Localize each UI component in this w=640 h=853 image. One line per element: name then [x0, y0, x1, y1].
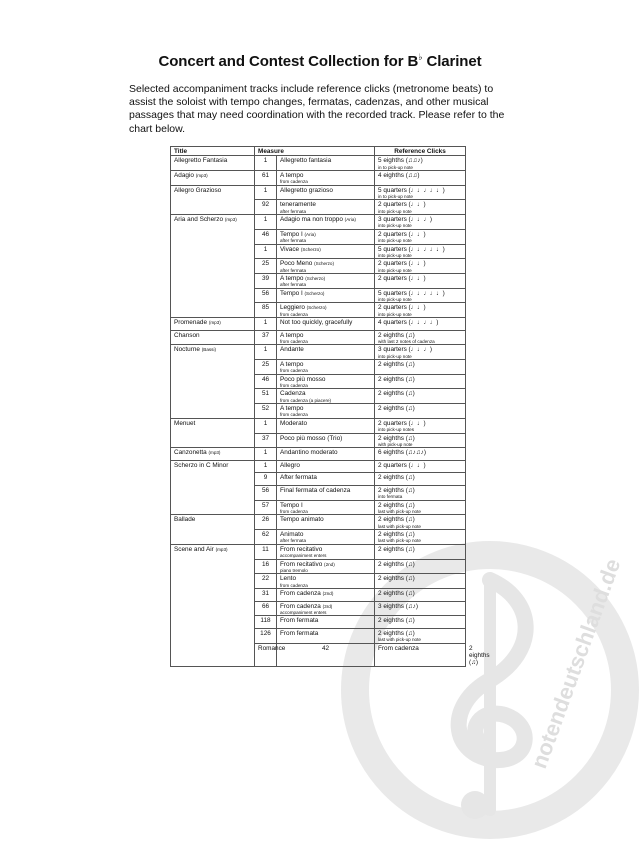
piece-title: Nocturne — [174, 346, 200, 354]
passage-cell — [277, 288, 375, 303]
passage-note: from cadenza — [280, 383, 308, 389]
reference-clicks: 2 quarters (♩♩) — [378, 201, 426, 209]
reference-clicks: 2 eighths (♫) — [378, 560, 415, 568]
piece-title-cell — [255, 643, 286, 667]
measure-cell: 37 — [255, 433, 277, 448]
passage-tag: (Aria) — [304, 231, 316, 237]
passage-note: from cadenza — [280, 582, 308, 588]
reference-note: with last 2 notes of cadenza — [378, 338, 435, 344]
reference-clicks: 2 eighths (♫) — [378, 331, 415, 339]
reference-clicks-cell — [375, 389, 466, 404]
measure-cell: 62 — [255, 530, 277, 545]
passage-label: Tempo animato — [280, 516, 324, 524]
reference-clicks: 4 eighths (♫♫) — [378, 172, 420, 179]
passage-cell — [277, 515, 375, 530]
passage-note: from cadenza (a piacere) — [280, 397, 332, 403]
measure-cell: 26 — [255, 515, 277, 530]
table-row — [171, 215, 466, 230]
reference-clicks-cell — [375, 601, 466, 616]
reference-clicks-cell — [375, 500, 466, 515]
piece-title: Romance — [258, 644, 286, 652]
piece-title-cell — [171, 215, 255, 318]
measure-cell: 85 — [255, 303, 277, 318]
passage-label: Tempo I — [280, 230, 303, 238]
table-row — [171, 330, 466, 345]
reference-clicks: 2 eighths (♫) — [378, 589, 415, 597]
measure-cell: 25 — [255, 360, 277, 375]
reference-note: into pick-up note — [378, 238, 412, 244]
measure-cell: 16 — [255, 559, 277, 574]
reference-clicks: 3 quarters (♩♩♩) — [378, 216, 432, 224]
measure-cell: 56 — [255, 486, 277, 501]
table-row — [171, 544, 466, 559]
reference-clicks: 2 eighths (♫) — [378, 434, 415, 442]
measure-cell: 46 — [255, 374, 277, 389]
measure-cell: 56 — [255, 288, 277, 303]
measure-cell: 39 — [255, 273, 277, 288]
measure-cell: 42 — [277, 643, 375, 667]
reference-note: with pick-up note — [378, 441, 413, 447]
passage-tag: (Scherzo) — [300, 246, 321, 252]
intro-paragraph: Selected accompaniment tracks include reference clicks (metronome beats) to assist the soloist with tempo changes, fermatas, cadenzas, and other musical passages that may need coordination with the recorded track. Please refer to the chart below. — [129, 83, 505, 135]
page-title-text: Concert and Contest Collection for B — [158, 53, 419, 70]
passage-cell — [277, 574, 375, 589]
passage-note: after fermata — [280, 267, 307, 273]
passage-label: Andantino moderato — [280, 449, 338, 457]
passage-label: From recitativo — [280, 560, 323, 568]
measure-cell: 118 — [255, 616, 277, 629]
reference-note: into fermata — [378, 494, 403, 500]
header-measure: Measure — [255, 147, 375, 156]
passage-label: A tempo — [280, 331, 304, 339]
piece-title: Aria and Scherzo — [174, 216, 224, 224]
table-row — [171, 318, 466, 331]
reference-note: in to pick-up note — [378, 164, 413, 170]
reference-clicks-cell — [375, 404, 466, 419]
reference-clicks-cell — [375, 628, 466, 643]
passage-cell — [277, 530, 375, 545]
passage-label: Tempo I — [280, 501, 303, 509]
piece-title-cell — [171, 318, 255, 331]
reference-clicks: 6 eighths (♫♪♫♪) — [378, 449, 426, 457]
passage-label: From cadenza — [378, 644, 419, 652]
passage-tag: (Scherzo) — [306, 305, 327, 311]
piece-tag: (mp3) — [195, 173, 208, 178]
passage-cell — [277, 389, 375, 404]
passage-cell — [277, 156, 375, 171]
piece-tag: (mp3) — [224, 217, 237, 223]
measure-cell: 52 — [255, 404, 277, 419]
passage-cell — [277, 171, 375, 186]
header-reference-clicks: Reference Clicks — [375, 147, 466, 156]
passage-label: Tempo I — [280, 289, 303, 297]
passage-cell — [277, 259, 375, 274]
piece-title: Promenade — [174, 319, 208, 327]
measure-cell: 1 — [255, 460, 277, 473]
passage-label: From cadenza — [280, 589, 321, 597]
measure-cell: 1 — [255, 156, 277, 171]
reference-clicks-cell — [375, 616, 466, 629]
reference-clicks: 2 eighths (♫) — [378, 531, 415, 539]
reference-clicks-cell — [375, 544, 466, 559]
passage-label: From recitativo — [280, 545, 323, 553]
passage-note: from cadenza — [280, 412, 308, 418]
passage-cell — [277, 616, 375, 629]
reference-clicks-cell — [375, 330, 466, 345]
passage-note: from cadenza — [280, 338, 308, 344]
reference-clicks-cell — [375, 374, 466, 389]
passage-tag: (2nd) — [322, 590, 334, 596]
passage-label: A tempo — [280, 361, 304, 369]
passage-label: Poco Meno — [280, 260, 313, 268]
passage-label: From fermata — [280, 617, 319, 625]
passage-cell — [277, 500, 375, 515]
reference-clicks-cell — [375, 418, 466, 433]
reference-clicks-cell — [375, 273, 466, 288]
measure-cell: 1 — [255, 215, 277, 230]
passage-note: after fermata — [280, 282, 307, 288]
reference-clicks-cell — [375, 171, 466, 186]
reference-clicks: 2 quarters (♩♩) — [378, 419, 426, 427]
reference-clicks-cell — [375, 574, 466, 589]
reference-clicks: 2 quarters (♩♩) — [378, 461, 426, 469]
reference-clicks-cell — [375, 185, 466, 200]
passage-note: piano tremolo — [280, 567, 308, 573]
passage-cell — [277, 244, 375, 259]
passage-cell — [277, 448, 375, 461]
passage-cell — [277, 330, 375, 345]
watermark-text: notendeutschland.de — [526, 555, 626, 772]
measure-cell: 92 — [255, 200, 277, 215]
passage-cell — [277, 215, 375, 230]
measure-cell: 57 — [255, 500, 277, 515]
piece-title-cell — [171, 460, 255, 515]
measure-cell: 1 — [255, 244, 277, 259]
passage-label: A tempo — [280, 172, 304, 179]
reference-clicks: 2 eighths (♫) — [378, 501, 415, 509]
reference-note: into pick-up note — [378, 267, 412, 273]
reference-note: into pick-up notes — [378, 427, 415, 433]
reference-note: into pick-up note — [378, 252, 412, 258]
piece-title-cell — [171, 448, 255, 461]
piece-title-cell — [171, 345, 255, 419]
reference-clicks: 2 eighths (♫) — [378, 487, 415, 495]
passage-label: From cadenza — [280, 602, 321, 610]
passage-note: after fermata — [280, 208, 307, 214]
passage-note: from cadenza — [280, 368, 308, 374]
passage-note: from cadenza — [280, 509, 308, 515]
passage-label: A tempo — [280, 405, 304, 413]
piece-title: Chanson — [174, 331, 200, 339]
reference-clicks: 2 eighths (♫) — [378, 545, 415, 553]
measure-cell: 11 — [255, 544, 277, 559]
passage-label: Allegretto grazioso — [280, 186, 333, 194]
passage-label: Poco più mosso (Trio) — [280, 434, 343, 442]
passage-cell — [277, 433, 375, 448]
piece-title: Allegretto Fantasia — [174, 157, 228, 165]
reference-clicks: 2 eighths (♫) — [378, 629, 415, 637]
reference-clicks-cell — [375, 318, 466, 331]
passage-tag: (Aria) — [344, 217, 356, 223]
page-title — [0, 52, 640, 70]
passage-cell — [277, 303, 375, 318]
reference-clicks: 2 eighths (♫) — [378, 575, 415, 583]
piece-title: Adagio — [174, 172, 194, 179]
reference-clicks-cell — [375, 515, 466, 530]
passage-note: accompaniment enters — [280, 609, 327, 615]
reference-clicks: 5 quarters (♩♩♩♩♩) — [378, 289, 445, 297]
passage-note: from cadenza — [280, 311, 308, 317]
reference-clicks: 2 eighths (♫) — [378, 390, 415, 398]
measure-cell: 61 — [255, 171, 277, 186]
measure-cell: 22 — [255, 574, 277, 589]
reference-clicks-cell — [375, 433, 466, 448]
table-row — [171, 448, 466, 461]
measure-cell: 25 — [255, 259, 277, 274]
passage-label: Not too quickly, gracefully — [280, 319, 353, 327]
reference-clicks-table — [170, 146, 490, 667]
passage-cell — [277, 588, 375, 601]
piece-title: Ballade — [174, 516, 196, 524]
table-row — [171, 345, 466, 360]
reference-clicks-cell — [375, 486, 466, 501]
passage-cell — [277, 374, 375, 389]
piece-title: Allegro Grazioso — [174, 186, 222, 194]
table-body — [171, 156, 490, 667]
passage-label: After fermata — [280, 474, 317, 482]
passage-label: Allegretto fantasia — [280, 157, 332, 165]
passage-cell — [375, 643, 466, 667]
passage-label: Moderato — [280, 419, 307, 427]
passage-tag: (Scherzo) — [305, 275, 326, 281]
piece-title-cell — [171, 515, 255, 544]
reference-clicks-cell — [375, 156, 466, 171]
reference-clicks: 2 eighths (♫) — [378, 516, 415, 524]
reference-clicks-cell — [375, 460, 466, 473]
reference-clicks: 2 eighths (♫) — [378, 375, 415, 383]
passage-cell — [277, 318, 375, 331]
passage-label: Poco più mosso — [280, 375, 326, 383]
piece-tag: (mp3) — [215, 546, 228, 552]
table-row — [171, 185, 466, 200]
passage-label: Vivace — [280, 245, 300, 253]
reference-clicks-cell — [375, 259, 466, 274]
reference-clicks-cell — [375, 530, 466, 545]
table-row — [171, 515, 466, 530]
page-title-instrument: Clarinet — [422, 53, 482, 70]
passage-cell — [277, 544, 375, 559]
piece-title-cell — [171, 418, 255, 447]
table-row — [171, 418, 466, 433]
passage-label: Lento — [280, 575, 296, 583]
reference-clicks: 4 quarters (♩♩♩♩) — [378, 319, 439, 327]
reference-note: in to pick-up note — [378, 194, 413, 199]
table-row — [171, 460, 466, 473]
measure-cell: 1 — [255, 418, 277, 433]
piece-title: Menuet — [174, 419, 196, 427]
table-row — [171, 171, 466, 186]
measure-cell: 1 — [255, 345, 277, 360]
passage-cell — [277, 404, 375, 419]
reference-clicks: 2 quarters (♩♩) — [378, 230, 426, 238]
reference-clicks: 2 eighths (♫) — [378, 361, 415, 369]
piece-tag: (mp3) — [208, 450, 221, 456]
passage-tag: (Scherzo) — [314, 261, 335, 267]
reference-note: into pick-up note — [378, 311, 412, 317]
piece-tag: (mp3) — [208, 320, 221, 326]
passage-cell — [277, 229, 375, 244]
passage-cell — [277, 185, 375, 200]
reference-clicks-cell — [375, 303, 466, 318]
reference-clicks-cell — [375, 360, 466, 375]
passage-label: Final fermata of cadenza — [280, 487, 351, 495]
reference-clicks: 2 eighths (♫) — [469, 644, 490, 667]
passage-tag: (3rd) — [322, 603, 333, 609]
passage-label: Allegro — [280, 461, 300, 469]
measure-cell: 46 — [255, 229, 277, 244]
reference-clicks-cell — [375, 215, 466, 230]
reference-clicks-cell — [375, 244, 466, 259]
reference-clicks: 2 eighths (♫) — [378, 405, 415, 413]
passage-tag: (2nd) — [324, 561, 335, 567]
reference-clicks-cell — [375, 288, 466, 303]
reference-clicks: 3 quarters (♩♩♩) — [378, 346, 432, 354]
passage-cell — [277, 601, 375, 616]
passage-cell — [277, 628, 375, 643]
piece-title: Scherzo in C Minor — [174, 461, 229, 469]
flat-symbol: ♭ — [418, 52, 423, 62]
passage-cell — [277, 473, 375, 486]
piece-title-cell — [171, 171, 255, 186]
reference-clicks-cell — [375, 559, 466, 574]
passage-label: Cadenza — [280, 390, 306, 398]
reference-clicks-cell — [375, 229, 466, 244]
reference-clicks: 2 quarters (♩♩) — [378, 274, 426, 282]
piece-title: Scene and Air — [174, 545, 214, 553]
passage-cell — [277, 360, 375, 375]
reference-clicks: 5 eighths (♫♫♪) — [378, 157, 423, 165]
measure-cell: 9 — [255, 473, 277, 486]
reference-note: last with pick-up note — [378, 523, 421, 529]
reference-note: into pick-up note — [378, 353, 412, 359]
reference-clicks-cell — [375, 588, 466, 601]
reference-clicks: 3 eighths (♫♪) — [378, 602, 418, 610]
measure-cell: 1 — [255, 318, 277, 331]
reference-clicks-cell — [375, 448, 466, 461]
passage-cell — [277, 460, 375, 473]
passage-label: teneramente — [280, 201, 316, 209]
passage-label: Adagio ma non troppo — [280, 216, 343, 224]
measure-cell: 51 — [255, 389, 277, 404]
reference-clicks: 5 quarters (♩♩♩♩♩) — [378, 186, 445, 194]
reference-clicks-cell — [375, 473, 466, 486]
reference-note: into pick-up note — [378, 208, 412, 214]
reference-note: last with pick-up note — [378, 637, 421, 643]
passage-cell — [277, 418, 375, 433]
reference-clicks: 2 quarters (♩♩) — [378, 304, 426, 312]
passage-cell — [277, 273, 375, 288]
measure-cell: 1 — [255, 185, 277, 200]
piece-title-cell — [171, 185, 255, 214]
piece-title-cell — [171, 156, 255, 171]
reference-note: last with pick-up note — [378, 538, 421, 544]
passage-cell — [277, 345, 375, 360]
measure-cell: 1 — [255, 448, 277, 461]
reference-clicks: 5 quarters (♩♩♩♩♩) — [378, 245, 445, 253]
reference-clicks: 2 eighths (♫) — [378, 474, 415, 482]
passage-note: after fermata — [280, 538, 307, 544]
reference-clicks-cell — [375, 200, 466, 215]
table-row — [171, 156, 466, 171]
passage-note: from cadenza — [280, 179, 308, 185]
piece-title-cell — [171, 330, 255, 345]
reference-note: into pick-up note — [378, 296, 412, 302]
passage-note: after fermata — [280, 238, 307, 244]
passage-cell — [277, 559, 375, 574]
passage-cell — [277, 200, 375, 215]
passage-cell — [277, 486, 375, 501]
passage-label: Leggiero — [280, 304, 305, 312]
passage-label: Andante — [280, 346, 304, 354]
reference-clicks: 2 eighths (♫) — [378, 617, 415, 625]
measure-cell: 126 — [255, 628, 277, 643]
header-title: Title — [171, 147, 255, 156]
reference-note: last with pick-up note — [378, 509, 421, 515]
measure-cell: 31 — [255, 588, 277, 601]
reference-note: into pick-up note — [378, 223, 412, 229]
passage-label: Animato — [280, 531, 304, 539]
passage-label: From fermata — [280, 629, 319, 637]
reference-clicks: 2 quarters (♩♩) — [378, 260, 426, 268]
table-header-row — [171, 147, 466, 156]
passage-tag: (Scherzo) — [304, 290, 325, 296]
reference-clicks-cell — [375, 345, 466, 360]
measure-cell: 66 — [255, 601, 277, 616]
piece-title: Canzonetta — [174, 449, 207, 457]
passage-note: accompaniment enters — [280, 553, 327, 559]
piece-tag: (Bassi) — [201, 347, 217, 353]
passage-label: A tempo — [280, 274, 304, 282]
piece-title-cell — [171, 544, 255, 667]
measure-cell: 37 — [255, 330, 277, 345]
